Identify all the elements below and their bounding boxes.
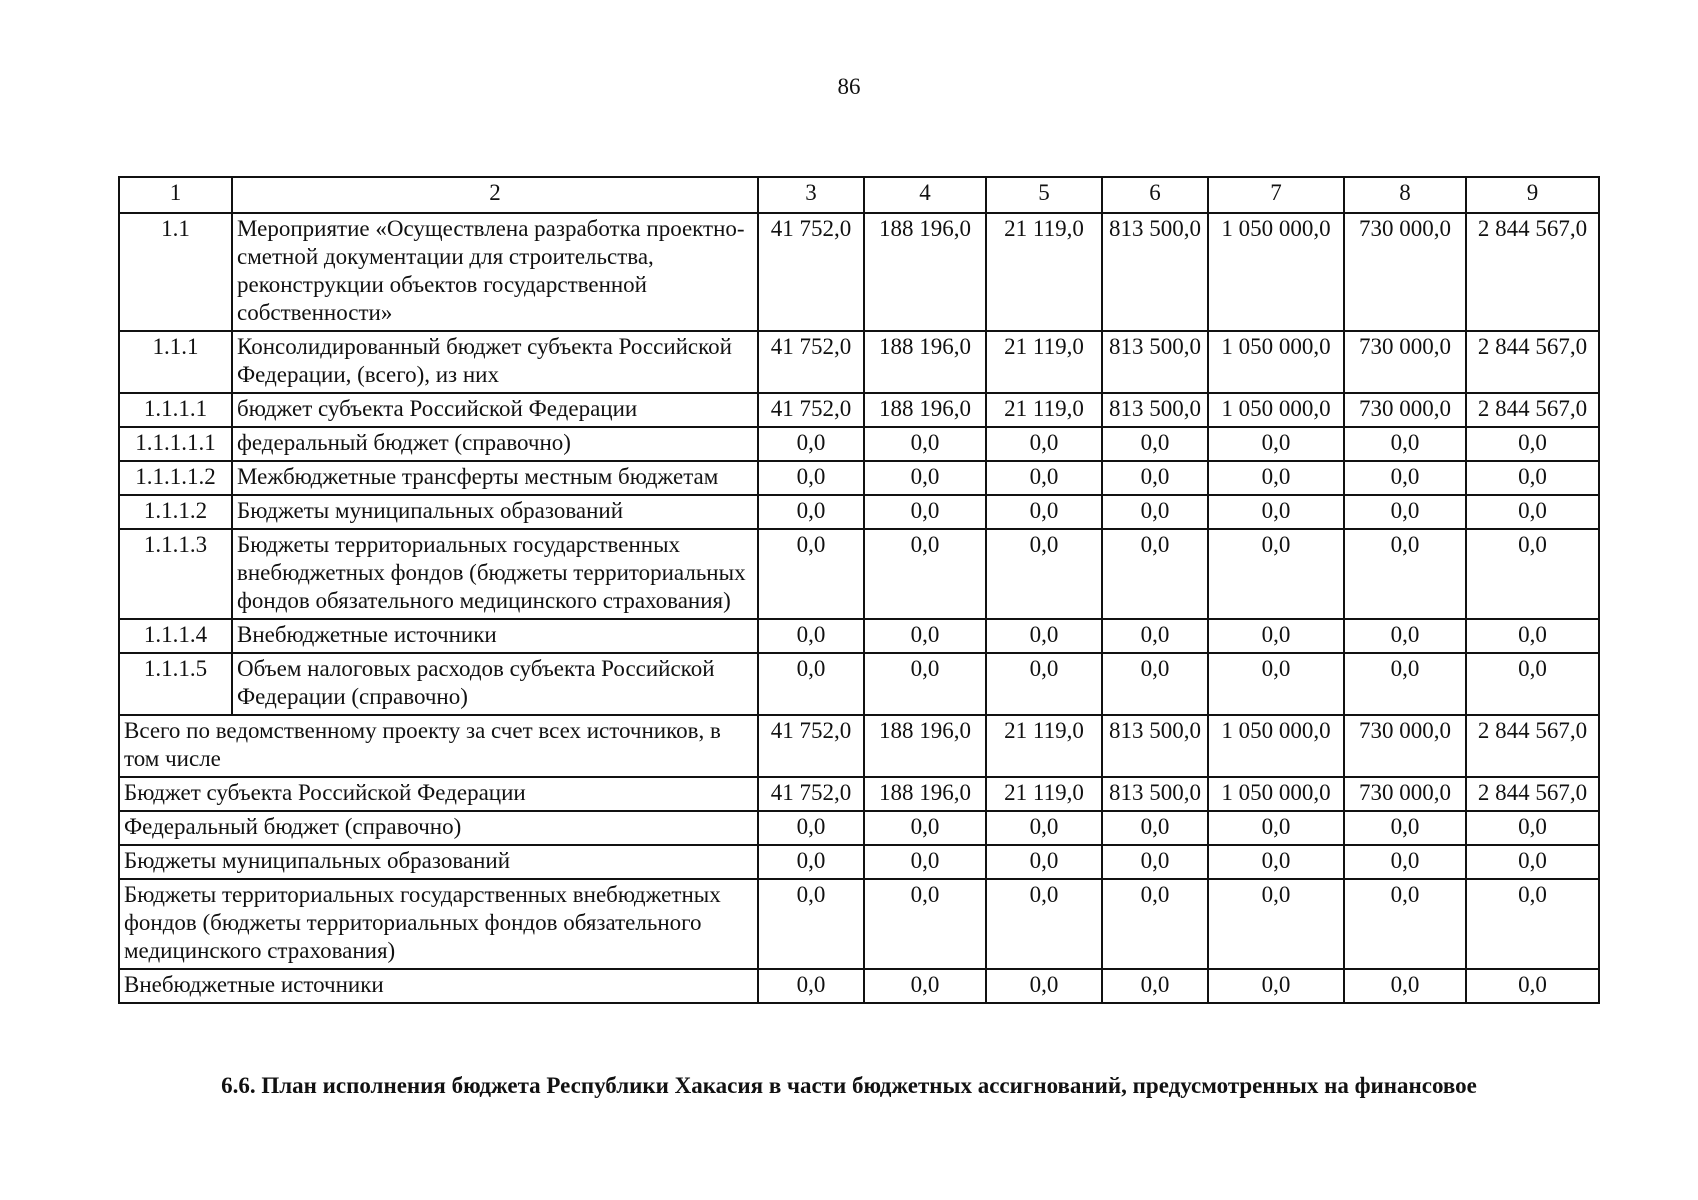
row-value: 188 196,0 bbox=[864, 393, 986, 427]
total-value: 0,0 bbox=[1466, 969, 1599, 1003]
row-value: 0,0 bbox=[986, 495, 1102, 529]
row-code: 1.1.1.2 bbox=[119, 495, 232, 529]
row-name: Мероприятие «Осуществлена разработка проектно-сметной документации для строительства, реконструкции объектов государственной собственности» bbox=[232, 213, 758, 331]
table-total-row bbox=[119, 969, 1599, 1003]
total-value: 2 844 567,0 bbox=[1466, 715, 1599, 777]
row-value: 0,0 bbox=[1208, 461, 1344, 495]
row-value: 730 000,0 bbox=[1344, 213, 1466, 331]
total-value: 0,0 bbox=[986, 969, 1102, 1003]
row-value: 0,0 bbox=[1208, 495, 1344, 529]
row-value: 0,0 bbox=[1102, 427, 1208, 461]
row-value: 0,0 bbox=[1102, 495, 1208, 529]
total-value: 0,0 bbox=[986, 879, 1102, 969]
row-value: 0,0 bbox=[1102, 619, 1208, 653]
table-body bbox=[119, 177, 1599, 1003]
table-total-row bbox=[119, 879, 1599, 969]
total-value: 0,0 bbox=[1344, 879, 1466, 969]
table-row bbox=[119, 461, 1599, 495]
row-value: 0,0 bbox=[1102, 461, 1208, 495]
row-value: 0,0 bbox=[1208, 427, 1344, 461]
row-code: 1.1.1.1.1 bbox=[119, 427, 232, 461]
row-value: 0,0 bbox=[1208, 653, 1344, 715]
row-value: 0,0 bbox=[1344, 619, 1466, 653]
row-value: 0,0 bbox=[986, 653, 1102, 715]
row-value: 0,0 bbox=[1466, 529, 1599, 619]
total-value: 188 196,0 bbox=[864, 777, 986, 811]
row-value: 0,0 bbox=[864, 495, 986, 529]
column-header: 4 bbox=[864, 177, 986, 213]
budget-table bbox=[118, 176, 1600, 1004]
total-value: 0,0 bbox=[758, 969, 864, 1003]
row-value: 0,0 bbox=[1466, 495, 1599, 529]
table-row bbox=[119, 331, 1599, 393]
row-value: 0,0 bbox=[758, 495, 864, 529]
table-total-row bbox=[119, 811, 1599, 845]
row-value: 0,0 bbox=[758, 427, 864, 461]
total-value: 41 752,0 bbox=[758, 715, 864, 777]
total-value: 0,0 bbox=[1466, 811, 1599, 845]
row-value: 188 196,0 bbox=[864, 213, 986, 331]
total-value: 1 050 000,0 bbox=[1208, 777, 1344, 811]
row-value: 0,0 bbox=[1344, 653, 1466, 715]
total-value: 0,0 bbox=[986, 811, 1102, 845]
total-value: 813 500,0 bbox=[1102, 715, 1208, 777]
row-value: 730 000,0 bbox=[1344, 331, 1466, 393]
total-value: 0,0 bbox=[1344, 845, 1466, 879]
row-value: 188 196,0 bbox=[864, 331, 986, 393]
total-value: 0,0 bbox=[1102, 811, 1208, 845]
total-value: 0,0 bbox=[758, 811, 864, 845]
row-value: 0,0 bbox=[864, 529, 986, 619]
row-value: 0,0 bbox=[864, 461, 986, 495]
row-value: 21 119,0 bbox=[986, 331, 1102, 393]
table-total-row bbox=[119, 845, 1599, 879]
total-value: 41 752,0 bbox=[758, 777, 864, 811]
table-row bbox=[119, 393, 1599, 427]
row-value: 0,0 bbox=[986, 619, 1102, 653]
column-header: 9 bbox=[1466, 177, 1599, 213]
row-name: Объем налоговых расходов субъекта Российской Федерации (справочно) bbox=[232, 653, 758, 715]
row-value: 0,0 bbox=[1344, 461, 1466, 495]
row-value: 0,0 bbox=[864, 653, 986, 715]
total-name: Всего по ведомственному проекту за счет всех источников, в том числе bbox=[119, 715, 758, 777]
row-value: 41 752,0 bbox=[758, 331, 864, 393]
row-value: 0,0 bbox=[1102, 529, 1208, 619]
total-name: Бюджет субъекта Российской Федерации bbox=[119, 777, 758, 811]
total-value: 730 000,0 bbox=[1344, 715, 1466, 777]
row-code: 1.1.1.1.2 bbox=[119, 461, 232, 495]
column-header: 6 bbox=[1102, 177, 1208, 213]
total-value: 0,0 bbox=[1466, 879, 1599, 969]
total-value: 0,0 bbox=[1466, 845, 1599, 879]
total-value: 730 000,0 bbox=[1344, 777, 1466, 811]
column-header: 5 bbox=[986, 177, 1102, 213]
total-value: 0,0 bbox=[864, 811, 986, 845]
total-value: 0,0 bbox=[758, 845, 864, 879]
total-value: 813 500,0 bbox=[1102, 777, 1208, 811]
row-value: 0,0 bbox=[758, 461, 864, 495]
row-code: 1.1 bbox=[119, 213, 232, 331]
section-heading: 6.6. План исполнения бюджета Республики Хакасия в части бюджетных ассигнований, предусмотренных на финансовое bbox=[221, 1073, 1477, 1098]
row-value: 41 752,0 bbox=[758, 393, 864, 427]
table-row bbox=[119, 653, 1599, 715]
total-value: 0,0 bbox=[1344, 811, 1466, 845]
row-value: 0,0 bbox=[1344, 529, 1466, 619]
total-value: 2 844 567,0 bbox=[1466, 777, 1599, 811]
row-name: федеральный бюджет (справочно) bbox=[232, 427, 758, 461]
row-value: 0,0 bbox=[1208, 619, 1344, 653]
row-value: 0,0 bbox=[758, 619, 864, 653]
row-value: 2 844 567,0 bbox=[1466, 213, 1599, 331]
row-value: 0,0 bbox=[986, 427, 1102, 461]
table-total-row bbox=[119, 777, 1599, 811]
row-value: 1 050 000,0 bbox=[1208, 331, 1344, 393]
row-value: 0,0 bbox=[864, 619, 986, 653]
row-value: 1 050 000,0 bbox=[1208, 393, 1344, 427]
column-header: 2 bbox=[232, 177, 758, 213]
total-value: 0,0 bbox=[864, 879, 986, 969]
row-value: 0,0 bbox=[1344, 495, 1466, 529]
total-value: 0,0 bbox=[864, 845, 986, 879]
row-value: 0,0 bbox=[758, 653, 864, 715]
row-value: 0,0 bbox=[986, 461, 1102, 495]
total-value: 0,0 bbox=[1208, 811, 1344, 845]
row-name: бюджет субъекта Российской Федерации bbox=[232, 393, 758, 427]
row-value: 0,0 bbox=[1208, 529, 1344, 619]
column-header: 1 bbox=[119, 177, 232, 213]
total-value: 0,0 bbox=[1102, 969, 1208, 1003]
row-code: 1.1.1.3 bbox=[119, 529, 232, 619]
row-code: 1.1.1 bbox=[119, 331, 232, 393]
total-value: 0,0 bbox=[864, 969, 986, 1003]
row-value: 0,0 bbox=[1466, 427, 1599, 461]
total-value: 21 119,0 bbox=[986, 777, 1102, 811]
row-value: 0,0 bbox=[1466, 653, 1599, 715]
total-name: Бюджеты территориальных государственных внебюджетных фондов (бюджеты территориальных фондов обязательного медицинского страхования) bbox=[119, 879, 758, 969]
row-code: 1.1.1.5 bbox=[119, 653, 232, 715]
row-value: 0,0 bbox=[758, 529, 864, 619]
table-row bbox=[119, 529, 1599, 619]
row-name: Межбюджетные трансферты местным бюджетам bbox=[232, 461, 758, 495]
total-value: 0,0 bbox=[1344, 969, 1466, 1003]
total-value: 0,0 bbox=[1208, 879, 1344, 969]
row-value: 2 844 567,0 bbox=[1466, 331, 1599, 393]
table-row bbox=[119, 427, 1599, 461]
table-row bbox=[119, 619, 1599, 653]
column-header: 3 bbox=[758, 177, 864, 213]
table-total-row bbox=[119, 715, 1599, 777]
total-name: Внебюджетные источники bbox=[119, 969, 758, 1003]
row-value: 2 844 567,0 bbox=[1466, 393, 1599, 427]
total-name: Федеральный бюджет (справочно) bbox=[119, 811, 758, 845]
row-value: 0,0 bbox=[1466, 619, 1599, 653]
page-number: 86 bbox=[837, 74, 861, 99]
row-value: 21 119,0 bbox=[986, 213, 1102, 331]
total-value: 0,0 bbox=[1208, 845, 1344, 879]
row-value: 21 119,0 bbox=[986, 393, 1102, 427]
row-value: 1 050 000,0 bbox=[1208, 213, 1344, 331]
total-value: 188 196,0 bbox=[864, 715, 986, 777]
total-value: 0,0 bbox=[1102, 845, 1208, 879]
row-name: Консолидированный бюджет субъекта Российской Федерации, (всего), из них bbox=[232, 331, 758, 393]
row-name: Внебюджетные источники bbox=[232, 619, 758, 653]
total-value: 0,0 bbox=[1102, 879, 1208, 969]
row-value: 0,0 bbox=[1466, 461, 1599, 495]
total-value: 1 050 000,0 bbox=[1208, 715, 1344, 777]
row-name: Бюджеты территориальных государственных внебюджетных фондов (бюджеты территориальных фондов обязательного медицинского страхования) bbox=[232, 529, 758, 619]
row-code: 1.1.1.1 bbox=[119, 393, 232, 427]
total-value: 0,0 bbox=[758, 879, 864, 969]
row-name: Бюджеты муниципальных образований bbox=[232, 495, 758, 529]
row-code: 1.1.1.4 bbox=[119, 619, 232, 653]
row-value: 41 752,0 bbox=[758, 213, 864, 331]
table-row bbox=[119, 495, 1599, 529]
row-value: 813 500,0 bbox=[1102, 393, 1208, 427]
total-value: 21 119,0 bbox=[986, 715, 1102, 777]
row-value: 0,0 bbox=[1102, 653, 1208, 715]
column-header: 8 bbox=[1344, 177, 1466, 213]
table-header-row bbox=[119, 177, 1599, 213]
row-value: 0,0 bbox=[1344, 427, 1466, 461]
row-value: 730 000,0 bbox=[1344, 393, 1466, 427]
row-value: 813 500,0 bbox=[1102, 213, 1208, 331]
column-header: 7 bbox=[1208, 177, 1344, 213]
row-value: 0,0 bbox=[864, 427, 986, 461]
row-value: 813 500,0 bbox=[1102, 331, 1208, 393]
total-value: 0,0 bbox=[1208, 969, 1344, 1003]
row-value: 0,0 bbox=[986, 529, 1102, 619]
total-name: Бюджеты муниципальных образований bbox=[119, 845, 758, 879]
total-value: 0,0 bbox=[986, 845, 1102, 879]
table-row bbox=[119, 213, 1599, 331]
